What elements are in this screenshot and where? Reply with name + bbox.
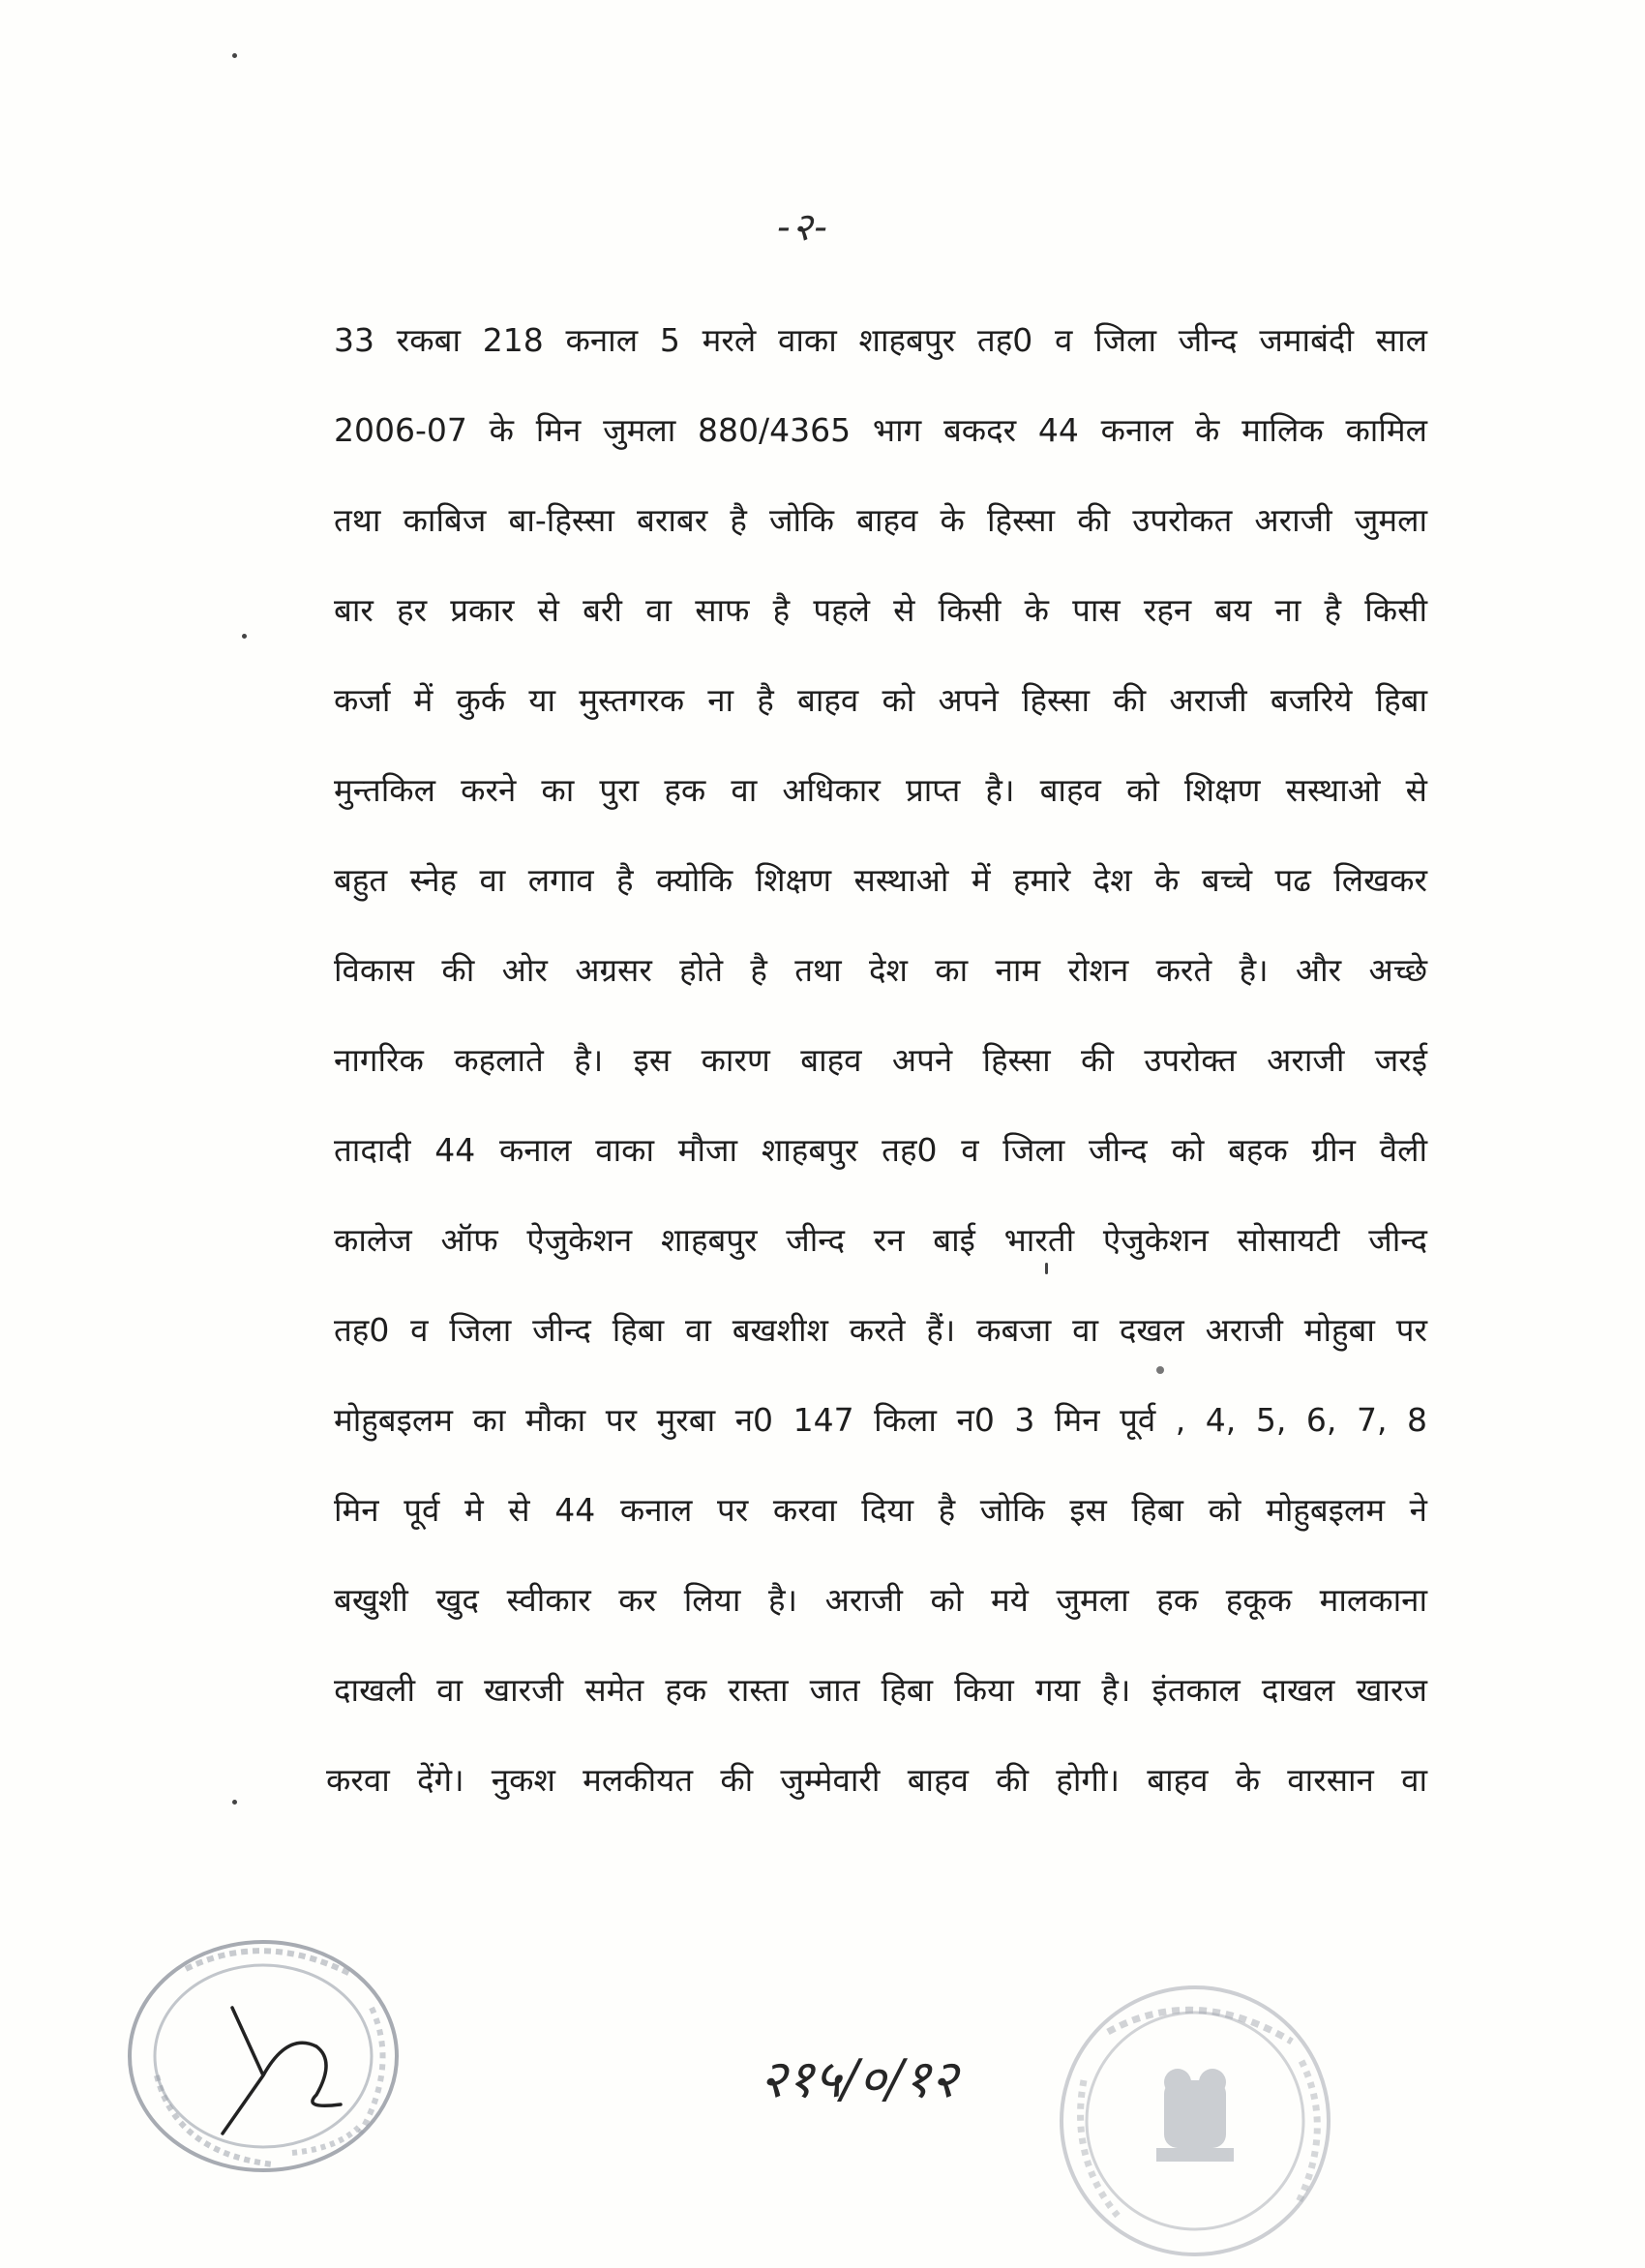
text-line-6: मुन्तकिल करने का पुरा हक वा अधिकार प्राप्त है। बाहव को शिक्षण सस्थाओ से bbox=[334, 771, 1427, 809]
text-line-3: तथा काबिज बा-हिस्सा बराबर है जोकि बाहव के हिस्सा की उपरोकत अराजी जुमला bbox=[334, 501, 1427, 539]
scan-speck bbox=[242, 634, 247, 639]
text-line-14: मिन पूर्व मे से 44 कनाल पर करवा दिया है जोकि इस हिबा को मोहुबइलम ने bbox=[334, 1491, 1427, 1529]
svg-text:२१५/०/१२: २१५/०/१२ bbox=[760, 2048, 958, 2109]
scan-speck bbox=[232, 53, 237, 58]
text-line-2: 2006-07 के मिन जुमला 880/4365 भाग बकदर 44 कनाल के मालिक कामिल bbox=[334, 411, 1427, 449]
emblem-icon bbox=[1156, 2069, 1234, 2162]
text-line-16: दाखली वा खारजी समेत हक रास्ता जात हिबा किया गया है। इंतकाल दाखल खारज bbox=[334, 1671, 1427, 1709]
text-line-9: नागरिक कहलाते है। इस कारण बाहव अपने हिस्सा की उपरोक्त अराजी जरई bbox=[334, 1041, 1427, 1079]
text-line-13: मोहुबइलम का मौका पर मुरबा न0 147 किला न0 3 मिन पूर्व , 4, 5, 6, 7, 8 bbox=[334, 1401, 1427, 1439]
text-line-1: 33 रकबा 218 कनाल 5 मरले वाका शाहबपुर तह0 व जिला जीन्द जमाबंदी साल bbox=[334, 321, 1427, 359]
text-line-5: कर्जा में कुर्क या मुस्तगरक ना है बाहव को अपने हिस्सा की अराजी बजरिये हिबा bbox=[334, 681, 1427, 719]
right-official-seal bbox=[1050, 1974, 1340, 2268]
scan-speck bbox=[232, 1800, 237, 1805]
text-line-7: बहुत स्नेह वा लगाव है क्योकि शिक्षण सस्थाओ में हमारे देश के बच्चे पढ लिखकर bbox=[334, 861, 1427, 899]
text-line-12: तह0 व जिला जीन्द हिबा वा बखशीश करते हैं। कबजा वा दखल अराजी मोहुबा पर bbox=[334, 1311, 1427, 1349]
left-stamp-seal bbox=[118, 1930, 408, 2182]
text-line-11: कालेज ऑफ ऐजुकेशन शाहबपुर जीन्द रन बाई भारती ऐजुकेशन सोसायटी जीन्द bbox=[334, 1221, 1427, 1259]
signature-date bbox=[760, 2027, 982, 2134]
scan-speck bbox=[1045, 1263, 1048, 1274]
text-line-4: बार हर प्रकार से बरी वा साफ है पहले से किसी के पास रहन बय ना है किसी bbox=[334, 591, 1427, 629]
text-line-15: बखुशी खुद स्वीकार कर लिया है। अराजी को मये जुमला हक हकूक मालकाना bbox=[334, 1581, 1427, 1619]
signature-initials bbox=[223, 2008, 341, 2134]
page-number: -२- bbox=[777, 205, 829, 250]
text-line-17: करवा देंगे। नुकश मलकीयत की जुम्मेवारी बाहव की होगी। बाहव के वारसान वा bbox=[326, 1761, 1427, 1799]
scan-speck bbox=[1156, 1366, 1164, 1374]
text-line-8: विकास की ओर अग्रसर होते है तथा देश का नाम रोशन करते है। और अच्छे bbox=[334, 951, 1427, 989]
deed-body-text bbox=[326, 295, 1427, 1825]
text-line-10: तादादी 44 कनाल वाका मौजा शाहबपुर तह0 व जिला जीन्द को बहक ग्रीन वैली bbox=[334, 1131, 1427, 1169]
